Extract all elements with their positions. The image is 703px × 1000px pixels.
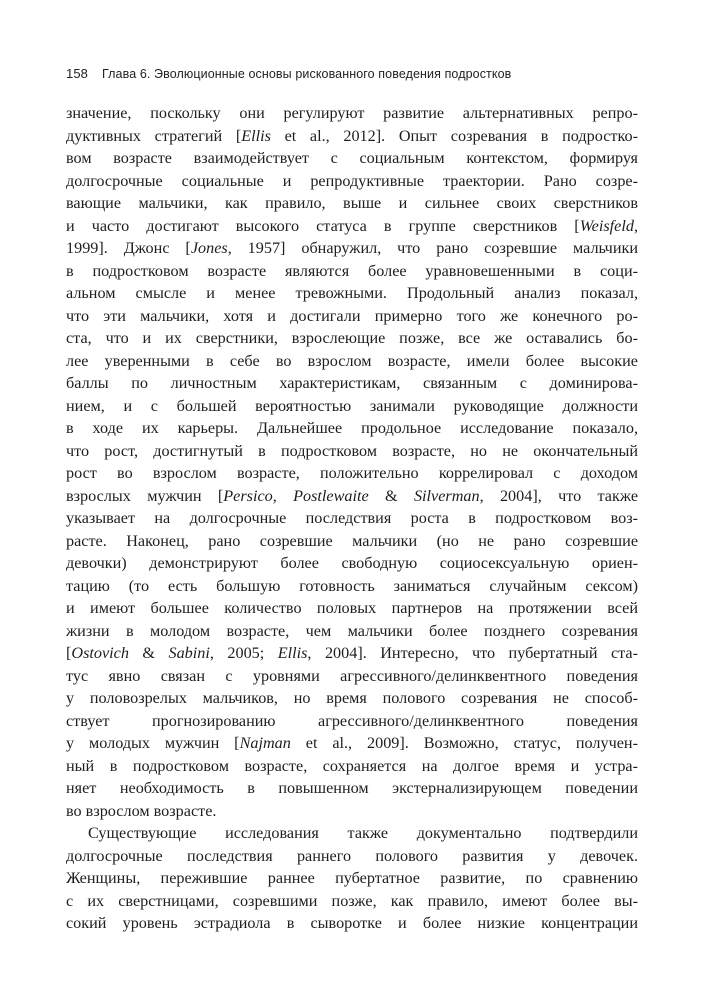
text-segment: указывает на долгосрочные последствия роста в подростковом воз- [66,509,638,527]
text-line [66,395,638,418]
text-segment: долгосрочные социальные и репродуктивные траектории. Рано созре- [66,171,638,190]
text-line [66,102,638,125]
text-line [66,890,638,913]
text-segment: альном смысле и менее тревожными. Продольный анализ показал, [66,284,638,302]
citation-author: Najman [239,734,291,752]
text-line [66,507,638,530]
text-line [66,597,638,620]
text-segment: в ходе их карьеры. Дальнейшее продольное исследование показало, [66,419,638,437]
text-line [66,912,638,935]
text-line [66,755,638,778]
text-line [66,642,638,665]
body-text [66,102,638,935]
text-segment: девочки) демонстрируют более свободную социосексуальную ориен- [66,554,638,572]
text-line [66,485,638,508]
text-line [66,215,638,238]
text-line [66,620,638,643]
text-segment: значение, поскольку они регулируют развитие альтернативных репро- [66,104,638,122]
text-segment: няет необходимость в повышенном экстернализирующем поведении [66,779,638,797]
text-segment: баллы по личностным характеристикам, связанным с доминирова- [66,374,638,392]
text-segment: & [368,486,414,505]
text-segment: , 2005; [209,644,278,662]
citation-author: Sabini [168,644,210,662]
citation-author: Postlewaite [293,486,369,505]
text-line [66,260,638,283]
text-line [66,282,638,305]
text-segment: взрослых мужчин [ [66,486,224,505]
text-segment: , [272,486,294,505]
text-line [66,192,638,215]
text-segment: во взрослом возрасте. [66,801,217,820]
text-line [66,800,638,823]
text-line [66,327,638,350]
text-segment: у половозрелых мальчиков, но время полового созревания не способ- [66,689,638,707]
text-line [66,552,638,575]
text-segment: ный в подростковом возрасте, сохраняется на долгое время и устра- [66,756,638,775]
text-line [66,440,638,463]
running-header [66,66,511,81]
text-segment: , [633,216,638,235]
text-segment: тус явно связан с уровнями агрессивного/делинквентного поведения [66,666,638,685]
text-segment: et al., 2012]. Опыт созревания в подростко- [270,126,638,145]
text-line [66,665,638,688]
text-line [66,575,638,598]
citation-author: Jones [190,239,228,257]
text-segment: лее уверенными в себе во взрослом возрасте, имели более высокие [66,351,638,370]
text-line [66,462,638,485]
text-line [66,867,638,890]
text-segment: ста, что и их сверстники, взрослеющие позже, все же оставались бо- [66,329,638,347]
text-segment: et al., 2009]. Возможно, статус, получен- [290,734,638,752]
text-line [66,305,638,328]
citation-author: Weisfeld [579,216,634,235]
text-line [66,237,638,260]
text-segment: дуктивных стратегий [ [66,126,242,145]
text-segment: что рост, достигнутый в подростковом возрасте, но не окончательный [66,441,638,460]
text-segment: и имеют большее количество половых партнеров на протяжении всей [66,599,638,617]
text-line [66,710,638,733]
text-segment: с их сверстницами, созревшими позже, как правило, имеют более вы- [66,891,638,910]
text-line [66,530,638,553]
text-segment: Существующие исследования также документально подтвердили [88,824,638,842]
text-segment: долгосрочные последствия раннего полового развития у девочек. [66,846,638,865]
text-segment: что эти мальчики, хотя и достигали примерно того же конечного ро- [66,306,638,325]
text-segment: вающие мальчики, как правило, выше и сильнее своих сверстников [66,194,638,212]
citation-author: Persico [223,486,273,505]
text-line [66,147,638,170]
text-segment: расте. Наконец, рано созревшие мальчики (но не рано созревшие [66,531,638,550]
citation-author: Silverman [413,486,480,505]
text-segment: нием, и с большей вероятностью занимали руководящие должности [66,396,638,415]
text-line [66,777,638,800]
text-segment: [ [66,644,72,662]
text-segment: , 1957] обнаружил, что рано созревшие мальчики [227,239,638,257]
text-line [66,845,638,868]
citation-author: Ostovich [71,644,129,662]
text-segment: вом возрасте взаимодействует с социальным контекстом, формируя [66,149,638,167]
text-segment: , 2004]. Интересно, что пубертатный ста- [307,644,638,662]
citation-author: Ellis [241,126,271,145]
text-segment: сокий уровень эстрадиола в сыворотке и более низкие концентрации [66,914,638,932]
text-segment: ствует прогнозированию агрессивного/делинквентного поведения [66,711,638,730]
text-segment: Женщины, пережившие раннее пубертатное развитие, по сравнению [66,869,638,887]
text-segment: в подростковом возрасте являются более уравновешенными в соци- [66,261,638,280]
citation-author: Ellis [277,644,308,662]
text-line [66,822,638,845]
text-line [66,687,638,710]
text-line [66,417,638,440]
text-segment: тацию (то есть большую готовность заниматься случайным сексом) [66,576,638,595]
text-line [66,732,638,755]
text-segment: , 2004], что также [479,486,638,505]
page-number: 158 [66,66,88,81]
text-segment: у молодых мужчин [ [66,734,240,752]
text-segment: и часто достигают высокого статуса в группе сверстников [ [66,216,580,235]
text-segment: рост во взрослом возрасте, положительно коррелировал с доходом [66,464,638,482]
text-line [66,170,638,193]
text-line [66,350,638,373]
text-segment: & [128,644,169,662]
chapter-title: Глава 6. Эволюционные основы рискованного поведения подростков [102,67,512,81]
text-segment: жизни в молодом возрасте, чем мальчики более позднего созревания [66,621,638,640]
text-segment: 1999]. Джонс [ [66,239,191,257]
text-line [66,125,638,148]
text-line [66,372,638,395]
